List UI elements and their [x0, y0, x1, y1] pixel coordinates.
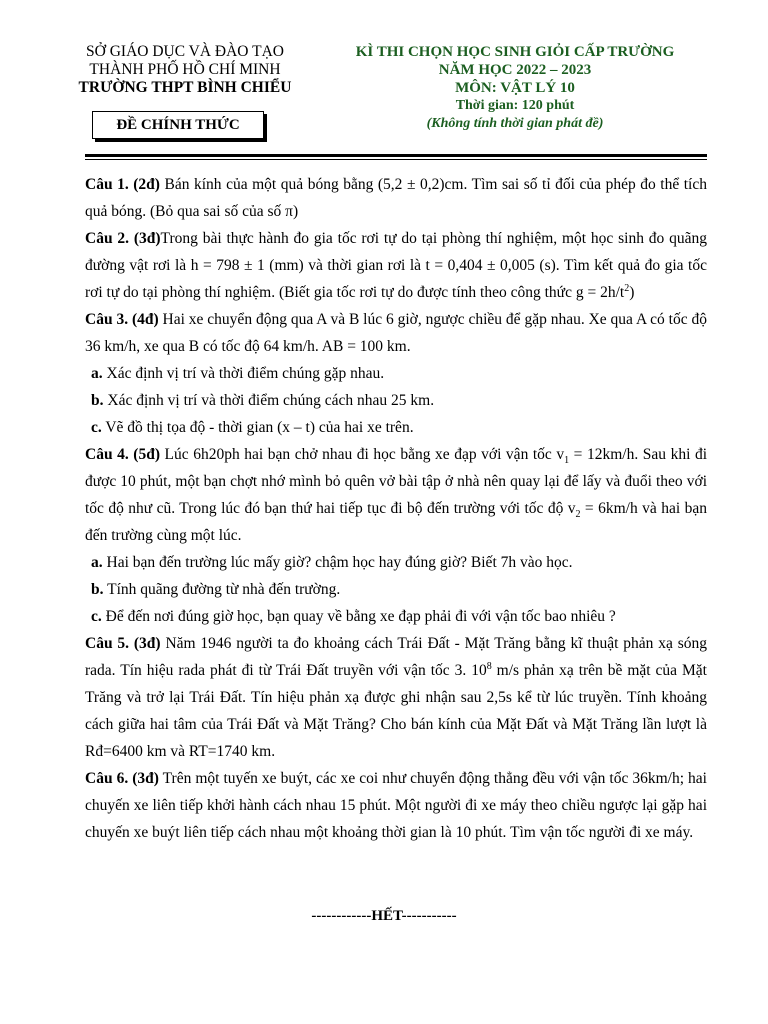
question-3a-text: Xác định vị trí và thời điểm chúng gặp nhau. — [102, 365, 385, 382]
question-3b-text: Xác định vị trí và thời điểm chúng cách nhau 25 km. — [103, 392, 435, 409]
city-name: THÀNH PHỐ HỒ CHÍ MINH — [89, 61, 281, 78]
header-divider-thin — [85, 159, 707, 160]
question-3c-label: c. — [91, 419, 102, 436]
question-3-label: Câu 3. (4đ) — [85, 311, 159, 328]
question-3-text: Hai xe chuyển động qua A và B lúc 6 giờ, ngược chiều để gặp nhau. Xe qua A có tốc độ 36 km/h, xe qua B có tốc độ 64 km/h. AB = 100 km. — [85, 311, 707, 355]
subject: MÔN: VẬT LÝ 10 — [455, 80, 575, 96]
exam-content — [85, 171, 707, 846]
question-4b-label: b. — [91, 581, 104, 598]
question-3b-label: b. — [91, 392, 104, 409]
question-4b-text: Tính quãng đường từ nhà đến trường. — [103, 581, 341, 598]
question-6 — [85, 765, 707, 846]
question-2-text: Trong bài thực hành đo gia tốc rơi tự do tại phòng thí nghiệm, một học sinh đo quãng đường vật rơi là h = 798 ± 1 (mm) và thời gian rơi là t = 0,404 ± 0,005 (s). Tìm kết quả đo gia tốc rơi tự do tại phòng thí nghiệm. (Biết gia tốc rơi tự do được tính theo công thức g = 2h/t — [85, 230, 707, 301]
question-5 — [85, 630, 707, 765]
question-4-subscript-2: 2 — [575, 509, 581, 521]
question-3a — [85, 360, 707, 387]
question-3c-text: Vẽ đồ thị tọa độ - thời gian (x – t) của hai xe trên. — [101, 419, 414, 436]
question-2-tail: ) — [629, 284, 635, 301]
question-4-subscript-1: 1 — [564, 455, 570, 467]
exam-title: KÌ THI CHỌN HỌC SINH GIỎI CẤP TRƯỜNG — [355, 44, 675, 60]
question-5-exponent: 8 — [486, 660, 492, 672]
question-5-points: . (3đ) — [125, 635, 161, 652]
question-5-text-part1: Năm 1946 người ta đo khoảng cách Trái Đất - Mặt Trăng bằng kĩ thuật phản xạ sóng rada. Tín hiệu rada phát đi từ Trái Đất truyền với vận tốc 3. 10 — [85, 635, 707, 679]
question-2-label: Câu 2. (3đ) — [85, 230, 161, 247]
question-2 — [85, 225, 707, 306]
question-1 — [85, 171, 707, 225]
time-limit: Thời gian: 120 phút — [455, 98, 575, 113]
question-3c — [85, 414, 707, 441]
question-3 — [85, 306, 707, 360]
question-5-label: Câu 5 — [85, 635, 126, 652]
end-marker: ------------HẾT----------- — [311, 908, 457, 924]
question-4-label: Câu 4. (5đ) — [85, 446, 160, 463]
question-2-exponent: 2 — [624, 282, 630, 294]
question-4a-label: a. — [91, 554, 103, 571]
question-4c — [85, 603, 707, 630]
question-4-text-part1: Lúc 6h20ph hai bạn chở nhau đi học bằng xe đạp với vận tốc v — [160, 446, 565, 463]
question-4 — [85, 441, 707, 549]
question-1-label: Câu 1. (2đ) — [85, 176, 160, 193]
question-3a-label: a. — [91, 365, 103, 382]
official-exam-badge: ĐỀ CHÍNH THỨC — [92, 111, 264, 139]
question-3b — [85, 387, 707, 414]
question-4c-label: c. — [91, 608, 102, 625]
question-4-text-part2: = 12km/h. Sau khi đi được 10 phút, một bạn chợt nhớ mình bỏ quên vở bài tập ở nhà nên quay lại để lấy và đuổi theo với tốc độ như cũ. Trong lúc đó bạn thứ hai tiếp tục đi bộ đến trường với tốc độ v — [85, 446, 708, 517]
question-4-text-part3: = 6km/h và hai bạn đến trường cùng một lúc. — [85, 500, 707, 544]
time-note: (Không tính thời gian phát đề) — [426, 116, 604, 131]
question-4a-text: Hai bạn đến trường lúc mấy giờ? chậm học hay đúng giờ? Biết 7h vào học. — [102, 554, 573, 571]
question-4c-text: Để đến nơi đúng giờ học, bạn quay về bằng xe đạp phải đi với vận tốc bao nhiêu ? — [101, 608, 616, 625]
question-5-text-part2: m/s phản xạ trên bề mặt của Mặt Trăng và trở lại Trái Đất. Tín hiệu phản xạ được ghi nhận sau 2,5s kể từ lúc truyền. Tính khoảng cách giữa hai tâm của Trái Đất và Mặt Trăng? Cho bán kính của Mặt Đất và Mặt Trăng lần lượt là Rđ=6400 km và RT=1740 km. — [85, 662, 707, 760]
school-name: TRƯỜNG THPT BÌNH CHIỂU — [78, 79, 292, 96]
question-4b — [85, 576, 707, 603]
question-6-label: Câu 6. (3đ) — [85, 770, 159, 787]
question-6-text: Trên một tuyến xe buýt, các xe coi như chuyển động thẳng đều với vận tốc 36km/h; hai chuyến xe liên tiếp khởi hành cách nhau 15 phút. Một người đi xe máy theo chiều ngược lại gặp hai chuyến xe buýt liên tiếp cách nhau một khoảng thời gian là 10 phút. Tìm vận tốc người đi xe máy. — [85, 770, 707, 841]
question-1-text: Bán kính của một quả bóng bằng (5,2 ± 0,2)cm. Tìm sai số tỉ đối của phép đo thể tích quả bóng. (Bỏ qua sai số của số π) — [85, 176, 707, 220]
header-divider-thick — [85, 154, 707, 157]
question-4a — [85, 549, 707, 576]
department-name: SỞ GIÁO DỤC VÀ ĐÀO TẠO — [86, 43, 284, 60]
exam-header — [330, 43, 700, 133]
school-year: NĂM HỌC 2022 – 2023 — [438, 62, 592, 78]
department-header — [40, 43, 330, 97]
